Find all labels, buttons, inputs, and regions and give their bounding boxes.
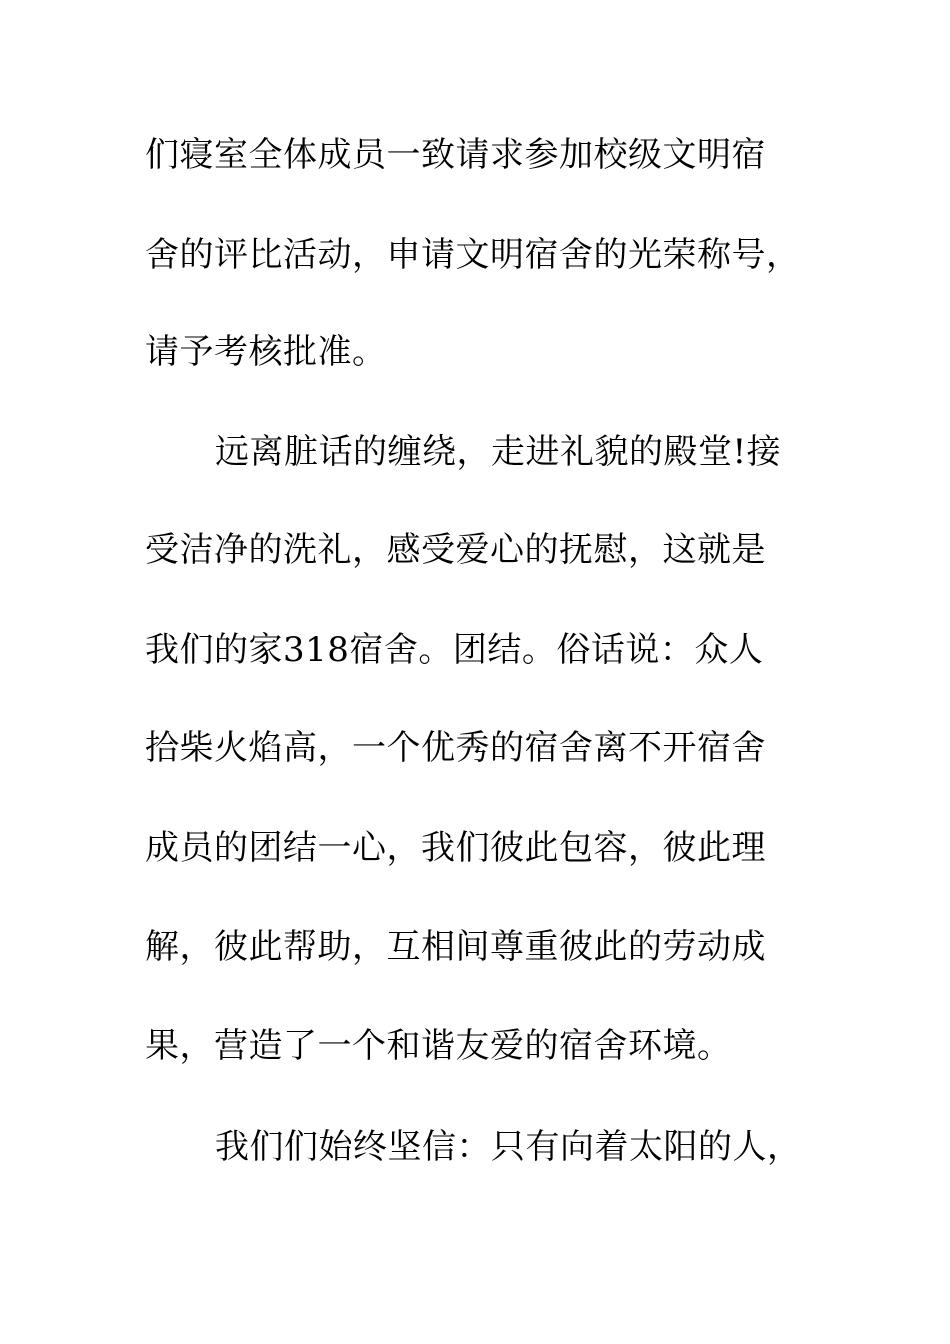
text-line: 果，营造了一个和谐友爱的宿舍环境。 [145, 1026, 732, 1066]
text-line: 请予考核批准。 [145, 332, 387, 372]
text-line: 舍的评比活动，申请文明宿舍的光荣称号， [145, 235, 801, 275]
text-line: 们寝室全体成员一致请求参加校级文明宿 [145, 135, 766, 175]
text-line: 解，彼此帮助，互相间尊重彼此的劳动成 [145, 927, 766, 967]
text-line: 拾柴火焰高，一个优秀的宿舍离不开宿舍 [145, 728, 766, 768]
text-line: 受洁净的洗礼，感受爱心的抚慰，这就是 [145, 530, 766, 570]
text-line: 成员的团结一心，我们彼此包容，彼此理 [145, 828, 766, 868]
paragraph-first-line: 我们们始终坚信：只有向着太阳的人， [215, 1127, 802, 1167]
paragraph-first-line: 远离脏话的缠绕，走进礼貌的殿堂!接 [215, 432, 782, 472]
text-line: 我们的家318宿舍。团结。俗话说：众人 [145, 630, 764, 670]
